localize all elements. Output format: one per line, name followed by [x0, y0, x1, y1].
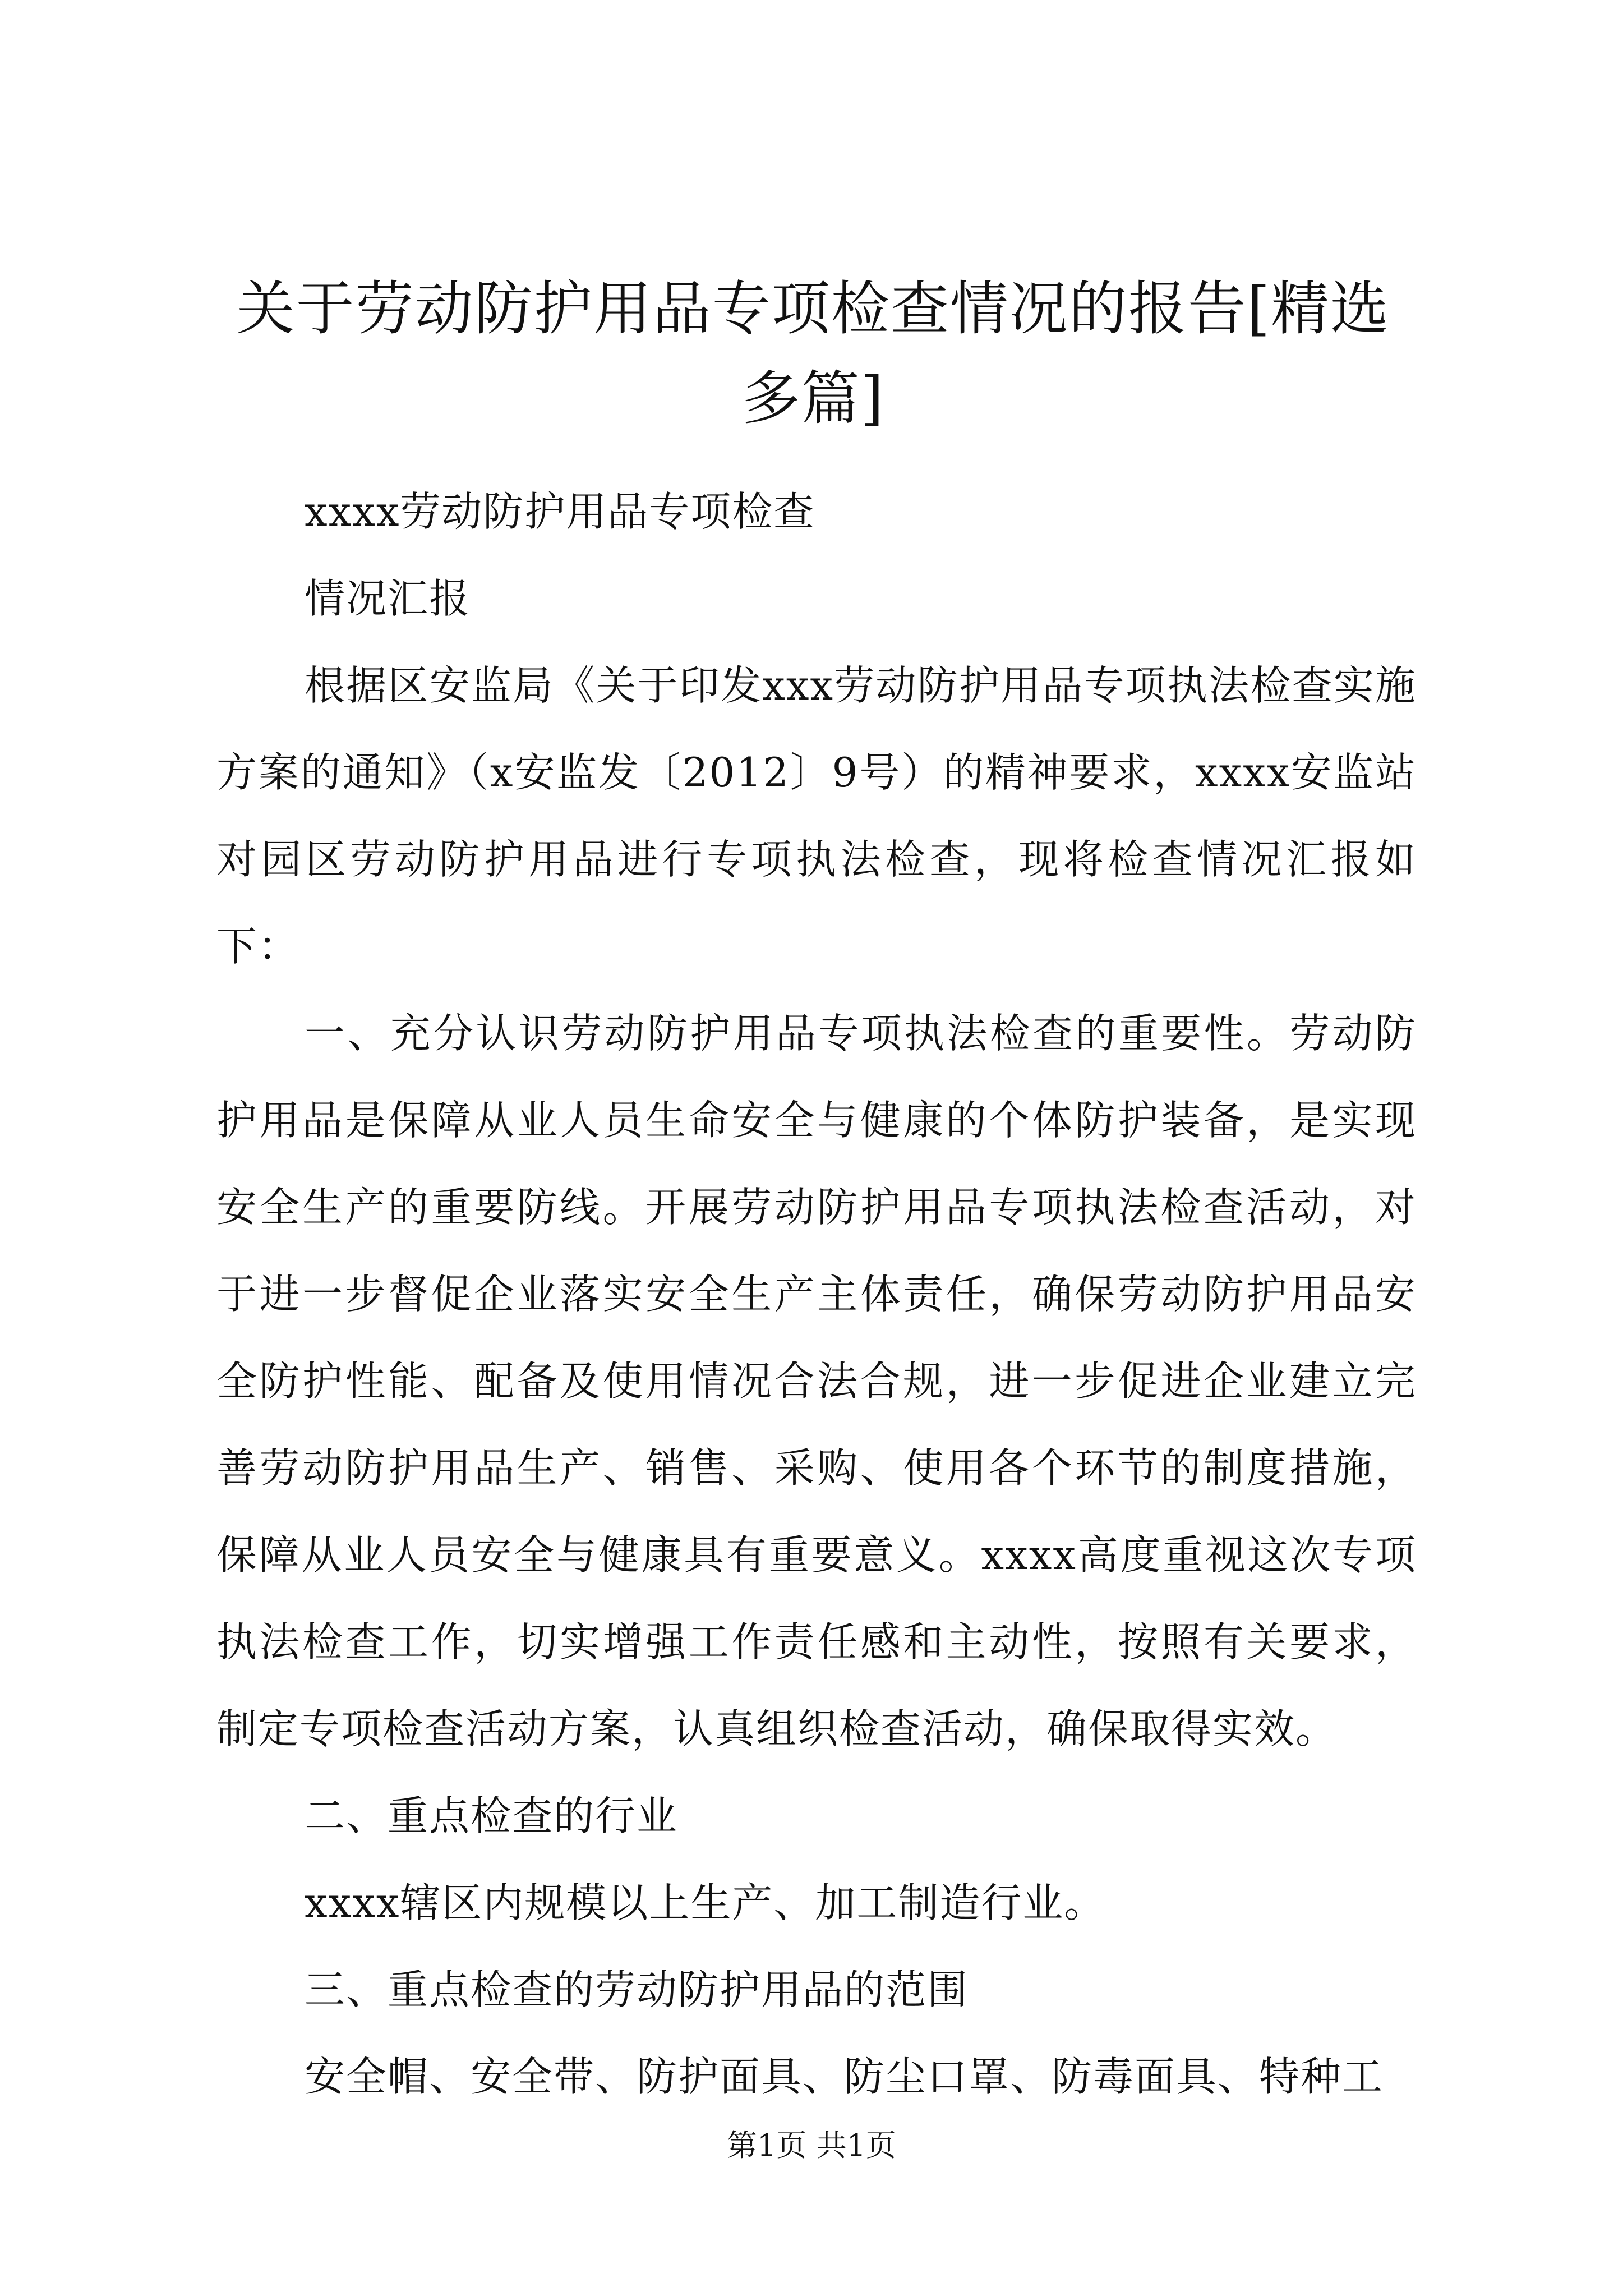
paragraph-heading-line-2: 情况汇报	[305, 575, 471, 622]
paragraph-section-3-heading: 三、重点检查的劳动防护用品的范围	[305, 1966, 969, 2013]
document-title: 关于劳动防护用品专项检查情况的报告[精选多篇]	[236, 274, 1390, 432]
paragraph-section-3-body: 安全帽、安全带、防护面具、防尘口罩、防毒面具、特种工	[305, 2053, 1384, 2100]
paragraph-section-1: 一、充分认识劳动防护用品专项执法检查的重要性。劳动防护用品是保障从业人员生命安全与健康的个体防护装备，是实现安全生产的重要防线。开展劳动防护用品专项执法检查活动，对于进一步督促企业落实安全生产主体责任，确保劳动防护用品安全防护性能、配备及使用情况合法合规，进一步促进企业建立完善劳动防护用品生产、销售、采购、使用各个环节的制度措施，保障从业人员安全与健康具有重要意义。xxxx高度重视这次专项执法检查工作，切实增强工作责任感和主动性，按照有关要求，制定专项检查活动方案，认真组织检查活动，确保取得实效。	[216, 1010, 1417, 1752]
paragraph-section-2-heading: 二、重点检查的行业	[305, 1792, 679, 1839]
paragraph-intro: 根据区安监局《关于印发xxx劳动防护用品专项执法检查实施方案的通知》（x安监发〔2012〕9号）的精神要求，xxxx安监站对园区劳动防护用品进行专项执法检查，现将检查情况汇报如下：	[216, 662, 1417, 970]
paragraph-section-2-body: xxxx辖区内规模以上生产、加工制造行业。	[305, 1879, 1106, 1926]
page-footer: 第1页 共1页	[727, 2128, 896, 2163]
paragraph-heading-line-1: xxxx劳动防护用品专项检查	[305, 488, 815, 535]
document-body	[216, 468, 1417, 2120]
